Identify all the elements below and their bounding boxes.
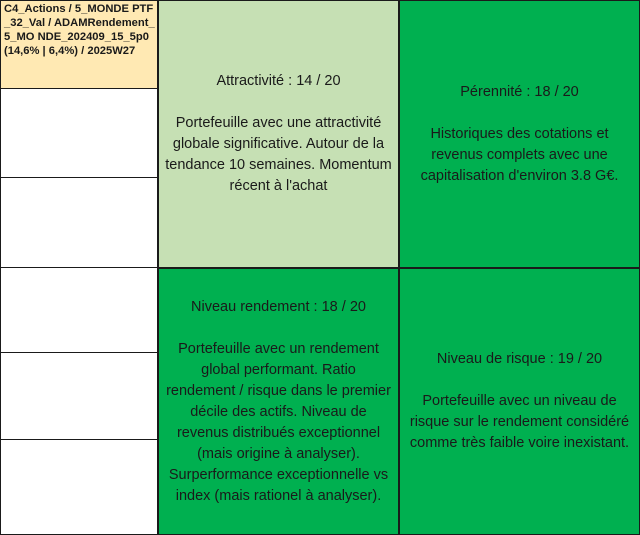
portfolio-title-cell [0,0,158,89]
empty-cell [0,352,158,440]
rendement-description: Portefeuille avec un rendement global performant. Ratio rendement / risque dans le premier décile des actifs. Niveau de revenus distribués exceptionnel (mais origine à analyser). Surperformance exceptionnelle vs index (mais rationel à analyser). [166,340,391,504]
perennite-description: Historiques des cotations et revenus complets avec une capitalisation d'environ 3.8 G€. [420,125,619,184]
attractivite-description: Portefeuille avec une attractivité globale significative. Autour de la tendance 10 semaines. Momentum récent à l'achat [165,115,392,194]
attractivite-score: Attractivité : 14 / 20 [216,73,341,89]
risque-score: Niveau de risque : 19 / 20 [436,351,603,367]
risque-panel [400,269,639,534]
rendement-panel [159,269,398,534]
perennite-score: Pérennité : 18 / 20 [460,83,579,100]
attractivite-panel [159,1,398,267]
risque-description: Portefeuille avec un niveau de risque sur le rendement considéré comme très faible voire inexistant. [409,393,630,451]
empty-cell [0,439,158,535]
empty-cell [0,88,158,178]
portfolio-title: C4_Actions / 5_MONDE PTF_32_Val / ADAMRendement_5_MO NDE_202409_15_5p0 (14,6% | 6,4%) / 2025W27 [4,3,155,57]
empty-cell [0,267,158,353]
rendement-score: Niveau rendement : 18 / 20 [191,298,366,315]
perennite-panel [400,1,639,267]
empty-cell [0,177,158,268]
